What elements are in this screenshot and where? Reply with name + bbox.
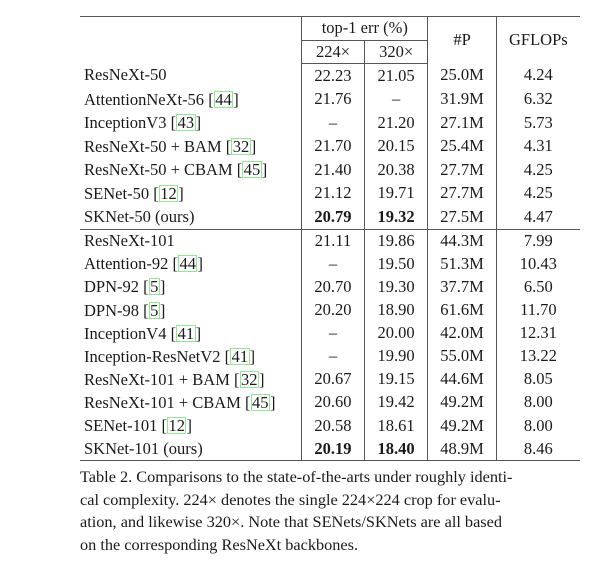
table-row xyxy=(80,322,580,345)
top1-err-320-cell: 18.61 xyxy=(364,414,428,437)
top1-err-320-cell: 19.50 xyxy=(364,253,428,276)
citation-link[interactable]: 43 xyxy=(177,113,195,132)
params-cell: 51.3M xyxy=(428,253,496,276)
top1-err-224-cell: – xyxy=(302,345,365,368)
params-cell: 55.0M xyxy=(428,345,496,368)
citation-link[interactable]: 12 xyxy=(168,416,185,436)
method-name: AttentionNeXt-56 xyxy=(84,89,205,109)
table-caption xyxy=(80,466,575,556)
citation-link[interactable]: 41 xyxy=(177,323,195,343)
method-name: InceptionV4 xyxy=(84,323,167,343)
method-cell: DPN-98 [5] xyxy=(84,300,166,320)
header-224: 224× xyxy=(302,41,365,64)
method-name: ResNeXt-50 + CBAM xyxy=(84,160,233,179)
params-cell: 31.9M xyxy=(428,88,496,112)
top1-err-224-cell: 20.60 xyxy=(302,391,365,414)
table-row xyxy=(80,182,580,206)
params-cell: 49.2M xyxy=(428,391,496,414)
table-row xyxy=(80,135,580,159)
method-cell xyxy=(80,64,302,88)
top1-err-224-cell: 21.11 xyxy=(302,229,365,253)
table-row xyxy=(80,276,580,299)
citation-link[interactable]: 44 xyxy=(179,254,196,274)
header-method xyxy=(80,17,302,64)
gflops-cell: 4.25 xyxy=(496,182,580,206)
method-cell: SENet-50 [12] xyxy=(84,183,184,203)
gflops-cell: 10.43 xyxy=(496,253,580,276)
citation-link[interactable]: 44 xyxy=(215,89,232,109)
top1-err-320-cell: 18.90 xyxy=(364,299,428,322)
table-row xyxy=(80,229,580,253)
method-name: Attention-92 xyxy=(84,254,169,274)
params-cell: 27.7M xyxy=(428,182,496,206)
top1-err-224-cell: 21.70 xyxy=(302,135,365,159)
table-row xyxy=(80,391,580,414)
params-cell: 61.6M xyxy=(428,299,496,322)
header-row-1 xyxy=(80,17,580,41)
params-cell: 44.3M xyxy=(428,229,496,253)
gflops-cell: 4.24 xyxy=(496,64,580,88)
table-row xyxy=(80,368,580,391)
citation-link[interactable]: 45 xyxy=(252,392,269,412)
method-cell xyxy=(80,205,302,229)
top1-err-224-cell: 20.19 xyxy=(302,437,365,461)
comparison-table xyxy=(80,16,580,461)
method-cell: Inception-ResNetV2 [41] xyxy=(84,346,256,366)
method-name: ResNeXt-101 + BAM xyxy=(84,369,230,389)
top1-err-224-cell: – xyxy=(302,253,365,276)
method-name: SKNet-101 (ours) xyxy=(84,438,203,458)
method-cell: SENet-101 [12] xyxy=(84,416,192,436)
table-row xyxy=(80,414,580,437)
method-name: InceptionV3 xyxy=(84,113,167,132)
gflops-cell: 4.31 xyxy=(496,135,580,159)
citation-link[interactable]: 41 xyxy=(231,346,249,366)
top1-err-320-cell: 19.32 xyxy=(364,205,428,229)
method-name: ResNeXt-101 xyxy=(84,230,175,250)
method-name: DPN-92 xyxy=(84,277,140,297)
citation-link[interactable]: 5 xyxy=(150,277,159,297)
method-name: Inception-ResNetV2 xyxy=(84,346,221,366)
caption-line: ation, and likewise 320×. Note that SENets/SKNets are all based xyxy=(80,512,503,531)
gflops-cell: 8.00 xyxy=(496,391,580,414)
header-gflops: GFLOPs xyxy=(496,17,580,64)
gflops-cell: 6.32 xyxy=(496,88,580,112)
method-name: SENet-50 xyxy=(84,183,150,203)
method-cell: DPN-92 [5] xyxy=(84,277,166,297)
top1-err-320-cell: 20.00 xyxy=(364,322,428,345)
params-cell: 27.5M xyxy=(428,205,496,229)
header-top1-err-group: top-1 err (%) xyxy=(302,17,428,41)
top1-err-224-cell: 20.70 xyxy=(302,276,365,299)
params-cell: 48.9M xyxy=(428,437,496,461)
citation-link[interactable]: 32 xyxy=(241,369,258,389)
gflops-cell: 8.46 xyxy=(496,437,580,461)
top1-err-320-cell: 19.42 xyxy=(364,391,428,414)
caption-line: cal complexity. 224× denotes the single 224×224 crop for evalu- xyxy=(80,489,501,509)
table-row xyxy=(80,299,580,322)
top1-err-320-cell: 19.71 xyxy=(364,182,428,206)
method-name: ResNeXt-101 + CBAM xyxy=(84,392,241,412)
method-cell: ResNeXt-101 + CBAM [45] xyxy=(84,392,276,412)
params-cell: 25.4M xyxy=(428,135,496,159)
gflops-cell: 11.70 xyxy=(496,299,580,322)
top1-err-320-cell: 20.15 xyxy=(364,135,428,159)
method-cell: Attention-92 [44] xyxy=(84,254,203,274)
params-cell: 37.7M xyxy=(428,276,496,299)
method-cell: ResNeXt-50 + CBAM [45] xyxy=(84,160,268,179)
top1-err-320-cell: 19.30 xyxy=(364,276,428,299)
table-row xyxy=(80,345,580,368)
method-name: ResNeXt-50 + BAM xyxy=(84,136,222,156)
gflops-cell: 5.73 xyxy=(496,111,580,135)
params-cell: 27.1M xyxy=(428,111,496,135)
top1-err-224-cell: 20.58 xyxy=(302,414,365,437)
table-row xyxy=(80,111,580,135)
top1-err-320-cell: 21.05 xyxy=(364,64,428,88)
citation-link[interactable]: 5 xyxy=(150,300,159,320)
top1-err-224-cell: 21.76 xyxy=(302,88,365,112)
params-cell: 42.0M xyxy=(428,322,496,345)
top1-err-224-cell: 20.67 xyxy=(302,368,365,391)
table-row xyxy=(80,205,580,229)
method-cell xyxy=(80,437,302,461)
method-name: SKNet-50 (ours) xyxy=(84,206,195,226)
method-cell: ResNeXt-101 + BAM [32] xyxy=(84,369,265,389)
params-cell: 25.0M xyxy=(428,64,496,88)
gflops-cell: 7.99 xyxy=(496,229,580,253)
top1-err-320-cell: 21.20 xyxy=(364,111,428,135)
gflops-cell: 4.47 xyxy=(496,205,580,229)
header-params: #P xyxy=(428,17,496,64)
gflops-cell: 13.22 xyxy=(496,345,580,368)
gflops-cell: 4.25 xyxy=(496,158,580,182)
method-cell: AttentionNeXt-56 [44] xyxy=(84,89,239,109)
top1-err-224-cell: – xyxy=(302,111,365,135)
citation-link[interactable]: 45 xyxy=(243,160,261,179)
table-body xyxy=(80,64,580,461)
top1-err-224-cell: 21.40 xyxy=(302,158,365,182)
method-name: ResNeXt-50 xyxy=(84,65,167,85)
table-row xyxy=(80,158,580,182)
citation-link[interactable]: 32 xyxy=(232,136,250,156)
top1-err-320-cell: 19.15 xyxy=(364,368,428,391)
citation-link[interactable]: 12 xyxy=(160,183,177,203)
top1-err-320-cell: 18.40 xyxy=(364,437,428,461)
caption-line: on the corresponding ResNeXt backbones. xyxy=(80,534,359,554)
top1-err-224-cell: 20.20 xyxy=(302,299,365,322)
method-cell: InceptionV4 [41] xyxy=(84,323,202,343)
method-cell: ResNeXt-50 + BAM [32] xyxy=(84,136,257,156)
params-cell: 44.6M xyxy=(428,368,496,391)
top1-err-224-cell: 20.79 xyxy=(302,205,365,229)
header-320: 320× xyxy=(364,41,428,64)
top1-err-224-cell: – xyxy=(302,322,365,345)
top1-err-224-cell: 22.23 xyxy=(302,64,365,88)
method-cell: InceptionV3 [43] xyxy=(84,113,202,132)
method-name: DPN-98 xyxy=(84,300,140,320)
top1-err-320-cell: 19.90 xyxy=(364,345,428,368)
params-cell: 27.7M xyxy=(428,158,496,182)
gflops-cell: 8.00 xyxy=(496,414,580,437)
method-cell xyxy=(80,229,302,253)
caption-line: Table 2. Comparisons to the state-of-the-arts under roughly identi- xyxy=(80,467,513,486)
top1-err-320-cell: – xyxy=(364,88,428,112)
table-row xyxy=(80,253,580,276)
gflops-cell: 12.31 xyxy=(496,322,580,345)
table-row xyxy=(80,88,580,112)
gflops-cell: 6.50 xyxy=(496,276,580,299)
table-row xyxy=(80,64,580,88)
top1-err-320-cell: 20.38 xyxy=(364,158,428,182)
method-name: SENet-101 xyxy=(84,416,158,436)
comparison-table-container xyxy=(80,16,580,461)
table-row xyxy=(80,437,580,461)
top1-err-224-cell: 21.12 xyxy=(302,182,365,206)
top1-err-320-cell: 19.86 xyxy=(364,229,428,253)
gflops-cell: 8.05 xyxy=(496,368,580,391)
params-cell: 49.2M xyxy=(428,414,496,437)
